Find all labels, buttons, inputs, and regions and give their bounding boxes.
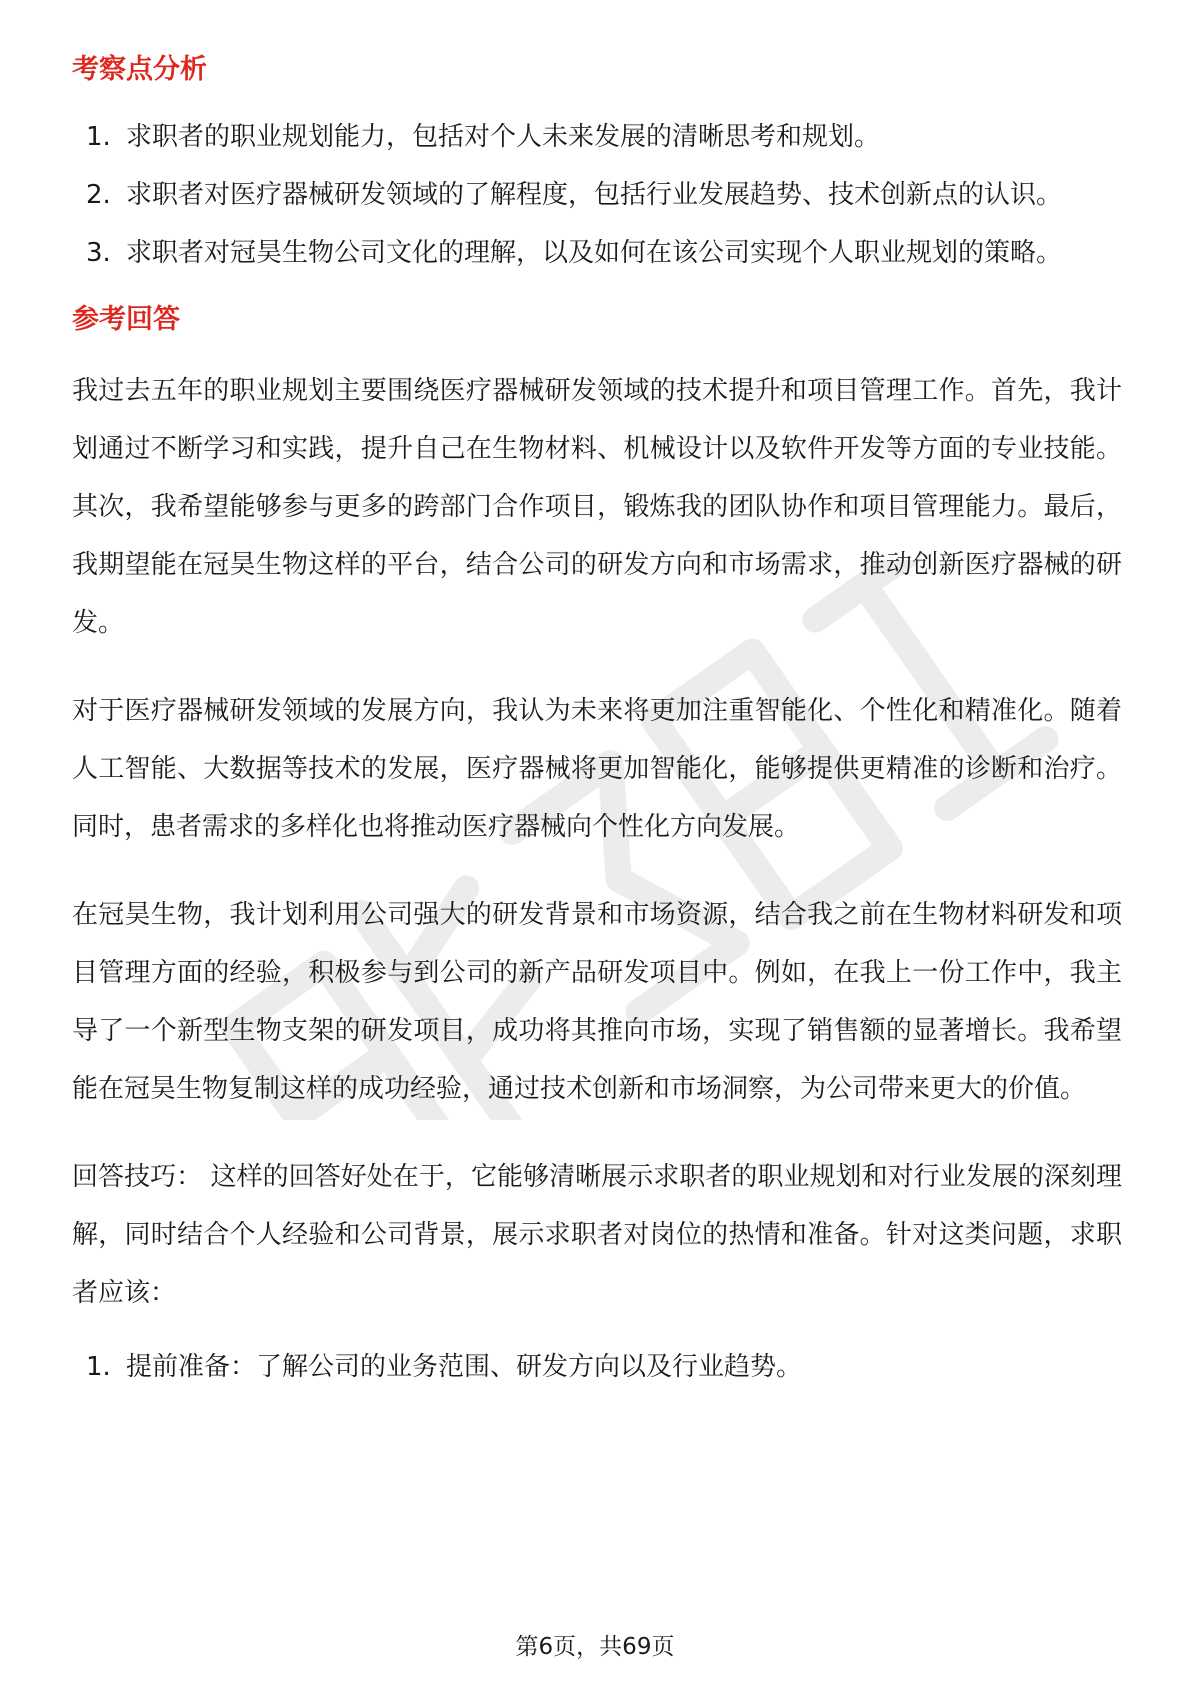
list-item-number: 3. — [86, 238, 111, 268]
list-item-text: 提前准备：了解公司的业务范围、研发方向以及行业趋势。 — [126, 1352, 803, 1382]
tips-list — [72, 1338, 1122, 1396]
list-item — [72, 1338, 1122, 1396]
list-item — [72, 224, 1122, 282]
analysis-title: 考察点分析 — [72, 54, 207, 85]
list-item — [72, 166, 1122, 224]
list-item-text: 求职者对医疗器械研发领域的了解程度，包括行业发展趋势、技术创新点的认识。 — [126, 180, 1063, 210]
page-number: 第6页，共69页 — [515, 1634, 675, 1660]
content-area — [72, 50, 1122, 1396]
analysis-points-list — [72, 108, 1122, 282]
list-item — [72, 108, 1122, 166]
answer-paragraph: 对于医疗器械研发领域的发展方向，我认为未来将更加注重智能化、个性化和精准化。随着人工智能、大数据等技术的发展，医疗器械将更加智能化，能够提供更精准的诊断和治疗。同时，患者需求的多样化也将推动医疗器械向个性化方向发展。 — [72, 696, 1122, 842]
list-item-number: 1. — [86, 122, 111, 152]
list-item-number: 2. — [86, 180, 111, 210]
list-item-number: 1. — [86, 1352, 111, 1382]
list-item-text: 求职者对冠昊生物公司文化的理解，以及如何在该公司实现个人职业规划的策略。 — [126, 238, 1063, 268]
answer-paragraph: 我过去五年的职业规划主要围绕医疗器械研发领域的技术提升和项目管理工作。首先，我计划通过不断学习和实践，提升自己在生物材料、机械设计以及软件开发等方面的专业技能。其次，我希望能够参与更多的跨部门合作项目，锻炼我的团队协作和项目管理能力。最后，我期望能在冠昊生物这样的平台，结合公司的研发方向和市场需求，推动创新医疗器械的研发。 — [72, 376, 1122, 638]
answer-title: 参考回答 — [72, 304, 180, 335]
tips-paragraph: 回答技巧： 这样的回答好处在于，它能够清晰展示求职者的职业规划和对行业发展的深刻理解，同时结合个人经验和公司背景，展示求职者对岗位的热情和准备。针对这类问题，求职者应该： — [72, 1162, 1122, 1308]
list-item-text: 求职者的职业规划能力，包括对个人未来发展的清晰思考和规划。 — [126, 122, 881, 152]
answer-paragraph: 在冠昊生物，我计划利用公司强大的研发背景和市场资源，结合我之前在生物材料研发和项目管理方面的经验，积极参与到公司的新产品研发项目中。例如，在我上一份工作中，我主导了一个新型生物支架的研发项目，成功将其推向市场，实现了销售额的显著增长。我希望能在冠昊生物复制这样的成功经验，通过技术创新和市场洞察，为公司带来更大的价值。 — [72, 900, 1122, 1104]
